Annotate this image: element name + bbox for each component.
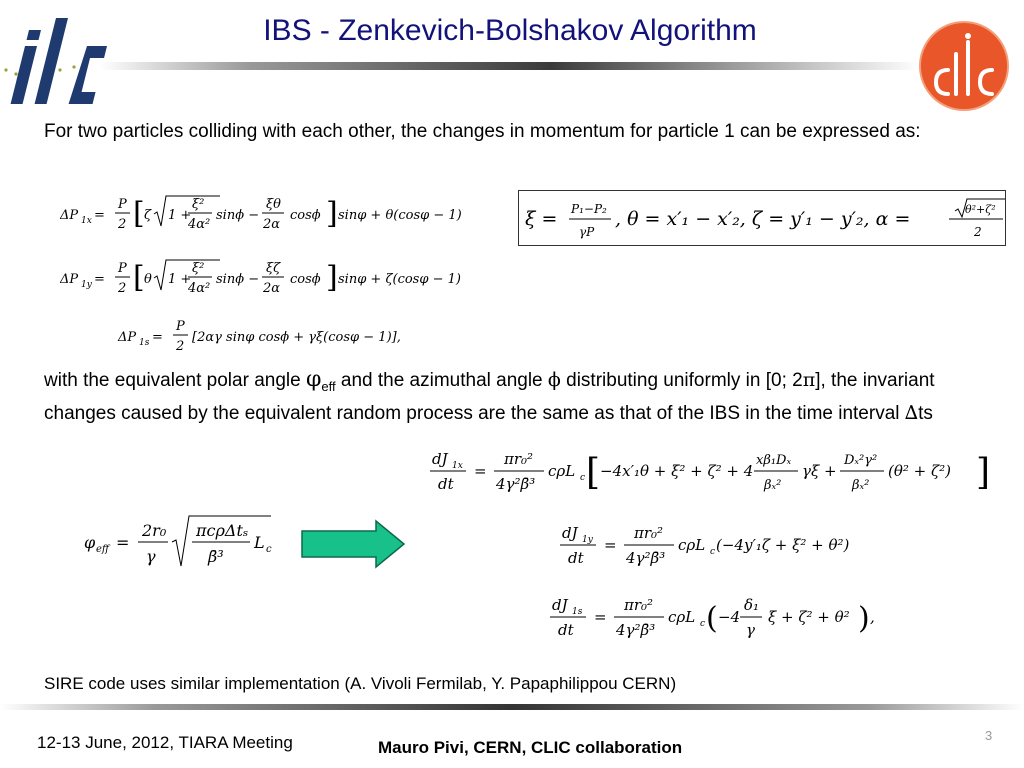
equation-dj1x-graphic bbox=[428, 444, 998, 498]
definitions-box bbox=[518, 190, 1006, 246]
svg-text:2: 2 bbox=[176, 339, 185, 354]
svg-text:2: 2 bbox=[974, 225, 982, 239]
pi-symbol: π bbox=[802, 369, 816, 391]
equation-dj1s bbox=[548, 590, 888, 646]
svg-text:cρL: cρL bbox=[668, 608, 696, 626]
svg-text:4γ²β̄³: 4γ²β̄³ bbox=[496, 475, 536, 493]
equiv-text-5: ts bbox=[918, 402, 933, 424]
svg-text:β̄³: β̄³ bbox=[208, 547, 224, 566]
equation-dp1y bbox=[60, 254, 490, 304]
svg-text:2: 2 bbox=[118, 217, 127, 232]
equiv-text-3: distributing uniformly in [0; 2 bbox=[560, 370, 803, 391]
svg-text:[: [ bbox=[133, 260, 145, 295]
svg-text:2α: 2α bbox=[263, 281, 281, 296]
svg-text:2r₀: 2r₀ bbox=[142, 521, 167, 540]
svg-text:ξ²: ξ² bbox=[192, 261, 205, 276]
svg-text:sinϕ −: sinϕ − bbox=[216, 272, 260, 287]
svg-text:ξ + ζ² + θ²: ξ + ζ² + θ² bbox=[768, 608, 850, 626]
equation-dp1s-graphic bbox=[60, 316, 490, 360]
ilc-logo bbox=[0, 10, 110, 110]
svg-text:=: = bbox=[594, 608, 607, 626]
svg-text:ξ²: ξ² bbox=[192, 197, 205, 212]
svg-text:γ: γ bbox=[746, 621, 755, 639]
svg-text:1y: 1y bbox=[81, 280, 92, 290]
svg-text:dt: dt bbox=[568, 549, 584, 567]
svg-text:1s: 1s bbox=[139, 338, 150, 348]
svg-text:1 +: 1 + bbox=[168, 208, 192, 223]
svg-text:P: P bbox=[176, 319, 185, 334]
arrow-graphic bbox=[300, 519, 408, 569]
svg-text:sinφ + ζ(cosφ − 1): sinφ + ζ(cosφ − 1) bbox=[338, 272, 461, 287]
svg-text:1y: 1y bbox=[582, 535, 593, 545]
equiv-text-4: ], the invariant changes caused by the equivalent random process are the same as that of the IBS in the time interval bbox=[44, 370, 935, 424]
svg-text:c: c bbox=[580, 473, 586, 483]
svg-text:,: , bbox=[870, 608, 875, 626]
equation-dj1x bbox=[428, 444, 998, 498]
right-arrow-icon bbox=[300, 519, 408, 574]
svg-text:=: = bbox=[94, 208, 105, 223]
svg-text:L: L bbox=[254, 533, 265, 552]
svg-text:c: c bbox=[266, 544, 272, 555]
equation-dp1s bbox=[60, 316, 490, 360]
intro-text: For two particles colliding with each other, the changes in momentum for particle 1 can be expressed as: bbox=[44, 121, 921, 142]
svg-text:1s: 1s bbox=[572, 607, 583, 617]
equation-dp1x-graphic bbox=[60, 190, 490, 240]
svg-text:cρL: cρL bbox=[678, 536, 706, 554]
svg-text:=: = bbox=[116, 533, 130, 552]
svg-text:4α²: 4α² bbox=[188, 217, 211, 232]
svg-text:P₁−P₂: P₁−P₂ bbox=[571, 202, 607, 216]
azimuth-symbol: ϕ bbox=[547, 369, 561, 391]
svg-text:ΔP: ΔP bbox=[60, 208, 79, 223]
svg-text:[: [ bbox=[586, 452, 601, 493]
svg-text:φ: φ bbox=[84, 533, 96, 552]
equation-dp1y-graphic bbox=[60, 254, 490, 304]
svg-text:ΔP: ΔP bbox=[118, 330, 137, 345]
equation-dp1x bbox=[60, 190, 490, 240]
svg-text:=: = bbox=[94, 272, 105, 287]
svg-text:eff: eff bbox=[96, 544, 110, 555]
svg-text:, θ = x′₁ − x′₂, ζ = y′₁ − y′₂: , θ = x′₁ − x′₂, ζ = y′₁ − y′₂, α = bbox=[615, 208, 911, 230]
svg-text:xβ₁Dₓ: xβ₁Dₓ bbox=[756, 453, 792, 468]
equiv-text-1: with the equivalent polar angle bbox=[44, 370, 306, 391]
clic-logo-graphic bbox=[918, 20, 1010, 112]
svg-text:4γ²β̄³: 4γ²β̄³ bbox=[626, 549, 666, 567]
svg-text:4α²: 4α² bbox=[188, 281, 211, 296]
definitions-graphic bbox=[519, 191, 1005, 245]
ilc-logo-graphic bbox=[0, 10, 110, 110]
svg-text:γ: γ bbox=[146, 547, 156, 566]
svg-text:dt: dt bbox=[438, 475, 454, 493]
svg-text:dJ: dJ bbox=[562, 524, 578, 542]
svg-text:cosϕ: cosϕ bbox=[290, 208, 321, 223]
svg-text:4γ²β̄³: 4γ²β̄³ bbox=[616, 621, 656, 639]
svg-text:Dₓ²γ²: Dₓ²γ² bbox=[844, 453, 878, 468]
svg-text:=: = bbox=[604, 536, 617, 554]
svg-text:−4: −4 bbox=[718, 608, 741, 626]
svg-text:(θ² + ζ²): (θ² + ζ²) bbox=[888, 462, 951, 480]
svg-text:dJ: dJ bbox=[552, 596, 568, 614]
header-divider bbox=[100, 62, 920, 70]
footer-author: Mauro Pivi, CERN, CLIC collaboration bbox=[378, 738, 683, 757]
equiv-text-2: and the azimuthal angle bbox=[335, 370, 548, 391]
equation-dj1y-graphic bbox=[558, 518, 878, 572]
svg-text:ζ: ζ bbox=[144, 208, 152, 223]
svg-text:c: c bbox=[710, 547, 716, 557]
equation-phi-eff bbox=[82, 512, 282, 572]
svg-text:1x: 1x bbox=[452, 461, 463, 471]
svg-text:1 +: 1 + bbox=[168, 272, 192, 287]
svg-text:dJ: dJ bbox=[432, 450, 448, 468]
equation-phi-eff-graphic bbox=[82, 512, 282, 572]
equivalent-angle-text bbox=[44, 367, 984, 427]
svg-text:(−4y′₁ζ + ξ² + θ²): (−4y′₁ζ + ξ² + θ²) bbox=[716, 536, 850, 554]
svg-text:P: P bbox=[118, 197, 127, 212]
footer-divider bbox=[0, 704, 1024, 710]
svg-text:=: = bbox=[152, 330, 163, 345]
svg-text:sinϕ −: sinϕ − bbox=[216, 208, 260, 223]
svg-text:]: ] bbox=[326, 196, 338, 231]
svg-text:2α: 2α bbox=[263, 217, 281, 232]
svg-text:−4x′₁θ + ξ² + ζ² + 4: −4x′₁θ + ξ² + ζ² + 4 bbox=[600, 462, 754, 480]
page-title: IBS - Zenkevich-Bolshakov Algorithm bbox=[263, 14, 757, 47]
svg-text:γP: γP bbox=[579, 225, 595, 239]
svg-text:ΔP: ΔP bbox=[60, 272, 79, 287]
svg-text:[: [ bbox=[133, 196, 145, 231]
svg-text:πcρΔtₛ: πcρΔtₛ bbox=[196, 521, 249, 540]
svg-text:θ: θ bbox=[144, 272, 152, 287]
svg-text:[2αγ sinφ cosϕ + γξ(cosφ − 1)]: [2αγ sinφ cosϕ + γξ(cosφ − 1)], bbox=[192, 330, 401, 345]
equation-dj1s-graphic bbox=[548, 590, 888, 646]
svg-text:cρL: cρL bbox=[548, 462, 576, 480]
svg-text:πr₀²: πr₀² bbox=[624, 596, 654, 614]
equation-dj1y bbox=[558, 518, 878, 572]
svg-text:ξ =: ξ = bbox=[525, 208, 558, 230]
svg-text:]: ] bbox=[326, 260, 338, 295]
svg-text:βₓ²: βₓ² bbox=[764, 478, 782, 493]
svg-text:P: P bbox=[118, 261, 127, 276]
svg-text:cosϕ: cosϕ bbox=[290, 272, 321, 287]
svg-text:πr₀²: πr₀² bbox=[504, 450, 534, 468]
svg-text:c: c bbox=[700, 619, 706, 629]
svg-text:2: 2 bbox=[118, 281, 127, 296]
svg-text:dt: dt bbox=[558, 621, 574, 639]
page-number: 3 bbox=[985, 728, 993, 743]
svg-text:): ) bbox=[858, 601, 870, 636]
footer-date-meeting: 12-13 June, 2012, TIARA Meeting bbox=[37, 733, 293, 752]
svg-text:=: = bbox=[474, 462, 487, 480]
svg-text:sinφ + θ(cosφ − 1): sinφ + θ(cosφ − 1) bbox=[338, 208, 462, 223]
phi-eff-sub: eff bbox=[321, 378, 336, 394]
svg-text:1x: 1x bbox=[81, 216, 92, 226]
svg-text:(: ( bbox=[706, 601, 718, 636]
svg-text:]: ] bbox=[976, 452, 991, 493]
svg-text:γξ +: γξ + bbox=[802, 462, 837, 480]
svg-text:ξζ: ξζ bbox=[266, 261, 281, 276]
svg-text:δ₁: δ₁ bbox=[744, 596, 760, 614]
delta-symbol: ∆ bbox=[904, 401, 919, 424]
svg-text:θ²+ζ²: θ²+ζ² bbox=[965, 203, 996, 216]
svg-text:ξθ: ξθ bbox=[266, 197, 281, 212]
svg-text:πr₀²: πr₀² bbox=[634, 524, 664, 542]
phi-eff-symbol: φ bbox=[305, 367, 322, 392]
sire-note: SIRE code uses similar implementation (A. Vivoli Fermilab, Y. Papaphilippou CERN) bbox=[44, 674, 677, 693]
clic-logo bbox=[918, 20, 1010, 112]
svg-text:βₓ²: βₓ² bbox=[852, 478, 870, 493]
